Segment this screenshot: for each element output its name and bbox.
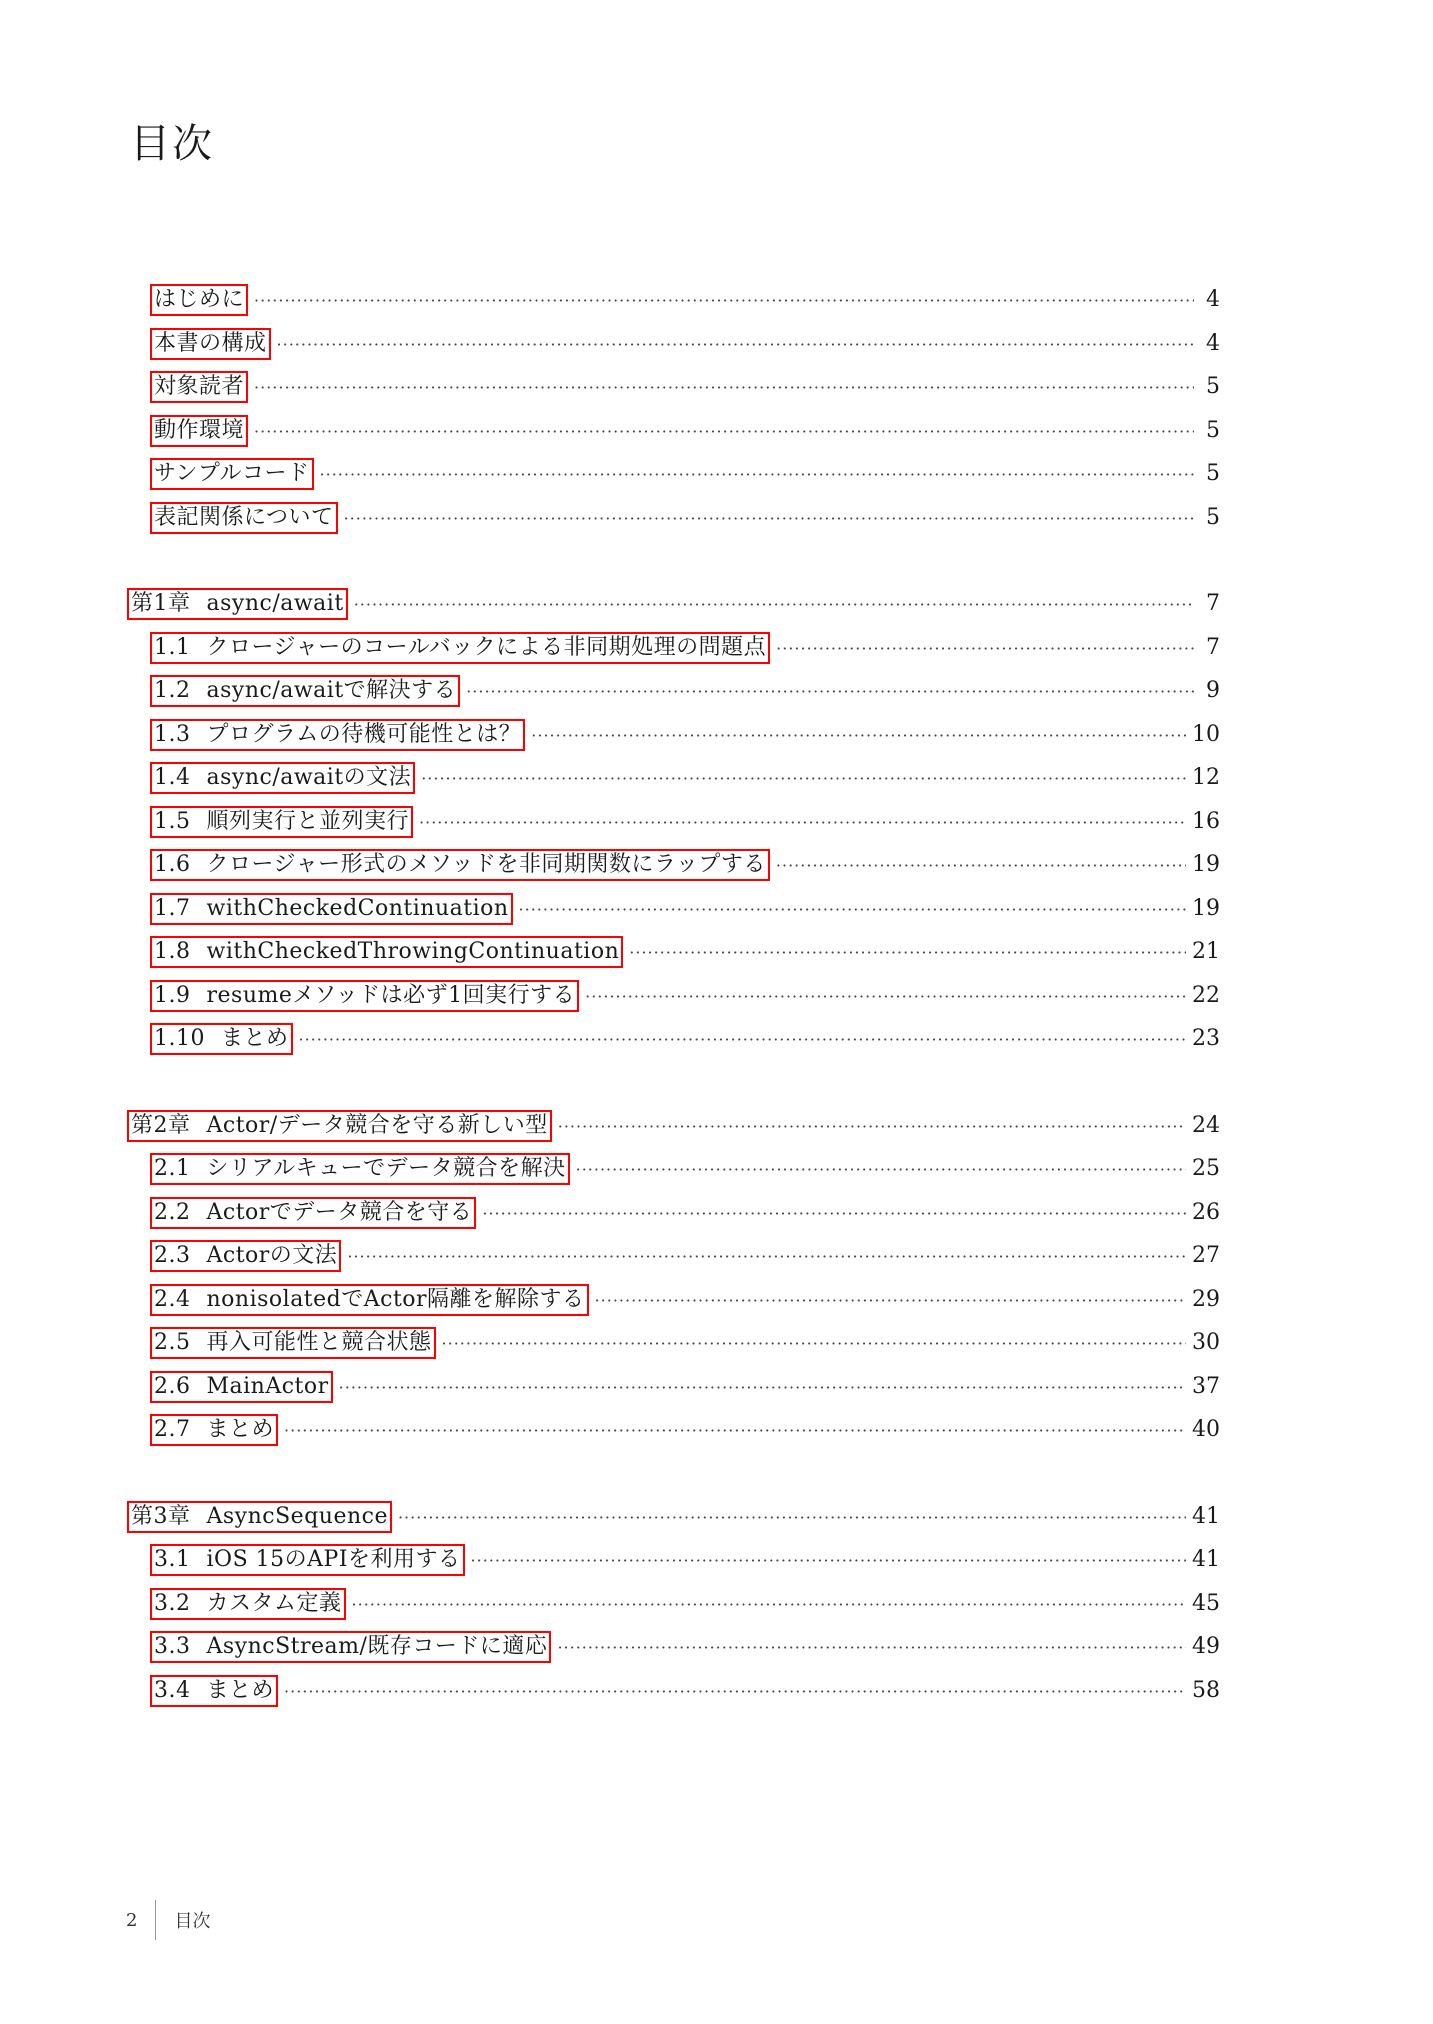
toc-section-title: 再入可能性と競合状態 xyxy=(206,1330,432,1355)
toc-section-number: 1.5 xyxy=(154,808,191,834)
toc-section-title: AsyncStream/既存コードに適応 xyxy=(206,1634,548,1659)
toc-chapter-page-number: 24 xyxy=(1192,1112,1220,1138)
toc-section[interactable] xyxy=(150,848,1220,882)
footer-section-title: 目次 xyxy=(174,1911,211,1932)
toc-section-title: カスタム定義 xyxy=(206,1590,342,1616)
toc-preface-item[interactable] xyxy=(150,457,1220,491)
toc-section-title: async/awaitで解決する xyxy=(206,678,457,703)
toc-preface-item-title: はじめに xyxy=(154,287,245,312)
toc-chapter-title: AsyncSequence xyxy=(206,1503,388,1529)
toc-section-number: 1.4 xyxy=(154,765,191,790)
toc-section[interactable] xyxy=(150,805,1220,839)
leader-dots xyxy=(466,675,1194,709)
toc-section-page-number: 30 xyxy=(1192,1330,1220,1355)
leader-dots xyxy=(344,502,1194,536)
leader-dots xyxy=(576,1153,1186,1187)
leader-dots xyxy=(347,1240,1186,1274)
toc-section-title: プログラムの待機可能性とは？ xyxy=(206,721,522,747)
toc-section-number: 2.7 xyxy=(154,1417,191,1442)
toc-preface-item-label[interactable] xyxy=(150,502,338,534)
leader-dots xyxy=(398,1501,1186,1535)
toc-preface-item-label[interactable] xyxy=(150,284,248,316)
leader-dots xyxy=(482,1197,1186,1231)
toc-section[interactable] xyxy=(150,1239,1220,1273)
toc-section-page-number: 40 xyxy=(1192,1417,1220,1442)
leader-dots xyxy=(354,588,1194,622)
toc-preface-item-page-number: 5 xyxy=(1206,417,1220,443)
toc-chapter[interactable] xyxy=(127,1109,1220,1143)
leader-dots xyxy=(339,1371,1186,1405)
toc-chapter-number: 第3章 xyxy=(131,1503,191,1529)
toc-chapter-label[interactable] xyxy=(127,1110,552,1142)
toc-section-page-number: 10 xyxy=(1192,721,1220,747)
footer-page-number: 2 xyxy=(126,1909,138,1931)
toc-section-label[interactable] xyxy=(150,893,513,925)
toc-section[interactable] xyxy=(150,1543,1220,1577)
toc-section-page-number: 23 xyxy=(1192,1026,1220,1051)
toc-preface-item-page-number: 5 xyxy=(1206,374,1220,399)
leader-dots xyxy=(284,1414,1186,1448)
toc-section[interactable] xyxy=(150,1630,1220,1664)
leader-dots xyxy=(442,1327,1186,1361)
toc-section-page-number: 19 xyxy=(1192,895,1220,921)
toc-section-page-number: 29 xyxy=(1192,1286,1220,1312)
toc-section-number: 3.1 xyxy=(154,1547,191,1572)
toc-section-title: 順列実行と並列実行 xyxy=(206,808,410,834)
toc-section-page-number: 37 xyxy=(1192,1373,1220,1399)
page-footer xyxy=(126,1900,210,1940)
leader-dots xyxy=(254,284,1194,318)
leader-dots xyxy=(629,936,1186,970)
toc-section[interactable] xyxy=(150,718,1220,752)
toc-section[interactable] xyxy=(150,1674,1220,1708)
toc-section-number: 3.3 xyxy=(154,1634,191,1659)
leader-dots xyxy=(277,328,1194,362)
toc-preface-item[interactable] xyxy=(150,501,1220,535)
toc-chapter[interactable] xyxy=(127,587,1220,621)
toc-section[interactable] xyxy=(150,892,1220,926)
toc-preface-item-label[interactable] xyxy=(150,371,248,403)
toc-section-label[interactable] xyxy=(150,849,770,881)
toc-section-label[interactable] xyxy=(150,675,460,707)
toc-preface-item-title: 対象読者 xyxy=(154,374,245,399)
toc-section[interactable] xyxy=(150,1326,1220,1360)
toc-section-number: 1.1 xyxy=(154,634,191,660)
toc-chapter-label[interactable] xyxy=(127,588,348,620)
toc-section-page-number: 9 xyxy=(1206,678,1220,703)
toc-section[interactable] xyxy=(150,1022,1220,1056)
toc-section-title: withCheckedThrowingContinuation xyxy=(206,939,620,964)
toc-section[interactable] xyxy=(150,1196,1220,1230)
toc-section-title: withCheckedContinuation xyxy=(206,895,509,921)
toc-chapter-title: async/await xyxy=(206,591,344,616)
toc-section-page-number: 58 xyxy=(1192,1677,1220,1703)
leader-dots xyxy=(352,1588,1186,1622)
toc-section[interactable] xyxy=(150,1413,1220,1447)
toc-preface-item-title: 動作環境 xyxy=(154,417,245,443)
toc-section-label[interactable] xyxy=(150,1631,551,1663)
toc-section-page-number: 27 xyxy=(1192,1243,1220,1268)
toc-preface-item-label[interactable] xyxy=(150,328,271,360)
toc-section-page-number: 7 xyxy=(1206,634,1220,660)
toc-section-page-number: 12 xyxy=(1192,765,1220,790)
toc-section-title: Actorでデータ競合を守る xyxy=(206,1199,473,1225)
toc-section-page-number: 45 xyxy=(1192,1590,1220,1616)
toc-chapter-label[interactable] xyxy=(127,1501,392,1533)
leader-dots xyxy=(557,1631,1186,1665)
page-title: 目次 xyxy=(130,121,214,167)
toc-chapter-title: Actor/データ競合を守る新しい型 xyxy=(206,1112,548,1138)
toc-section[interactable] xyxy=(150,1283,1220,1317)
toc-section-page-number: 21 xyxy=(1192,939,1220,964)
toc-preface-item-page-number: 4 xyxy=(1206,330,1220,356)
toc-section-label[interactable] xyxy=(150,1544,465,1576)
toc-section-title: まとめ xyxy=(206,1677,275,1703)
toc-section-page-number: 49 xyxy=(1192,1634,1220,1659)
toc-section-number: 2.2 xyxy=(154,1199,191,1225)
toc-section-number: 2.3 xyxy=(154,1243,191,1268)
toc-section-title: クロージャーのコールバックによる非同期処理の問題点 xyxy=(206,634,767,660)
toc-chapter-number: 第2章 xyxy=(131,1112,191,1138)
toc-section-number: 2.1 xyxy=(154,1156,191,1181)
leader-dots xyxy=(471,1544,1186,1578)
toc-section-title: async/awaitの文法 xyxy=(206,765,412,790)
leader-dots xyxy=(776,849,1186,883)
toc-section[interactable] xyxy=(150,761,1220,795)
toc-section-label[interactable] xyxy=(150,1327,436,1359)
toc-chapter-page-number: 7 xyxy=(1206,591,1220,616)
leader-dots xyxy=(558,1110,1186,1144)
toc-section-title: MainActor xyxy=(206,1373,329,1399)
toc-section[interactable] xyxy=(150,1152,1220,1186)
toc-section-number: 1.6 xyxy=(154,852,191,877)
toc-section-label[interactable] xyxy=(150,632,770,664)
toc-section-page-number: 22 xyxy=(1192,982,1220,1008)
toc-section[interactable] xyxy=(150,631,1220,665)
leader-dots xyxy=(299,1023,1187,1057)
toc-chapter[interactable] xyxy=(127,1500,1220,1534)
toc-section-title: resumeメソッドは必ず1回実行する xyxy=(206,982,576,1008)
toc-section-number: 3.4 xyxy=(154,1677,191,1703)
leader-dots xyxy=(531,719,1186,753)
toc-preface-item[interactable] xyxy=(150,327,1220,361)
toc-section-number: 2.5 xyxy=(154,1330,191,1355)
toc-section-label[interactable] xyxy=(150,936,623,968)
leader-dots xyxy=(595,1284,1186,1318)
leader-dots xyxy=(585,980,1186,1014)
toc-section-label[interactable] xyxy=(150,1414,278,1446)
toc-section[interactable] xyxy=(150,1370,1220,1404)
toc-section-label[interactable] xyxy=(150,1240,341,1272)
toc-section[interactable] xyxy=(150,979,1220,1013)
toc-section-label[interactable] xyxy=(150,1371,333,1403)
toc-section-title: nonisolatedでActor隔離を解除する xyxy=(206,1286,585,1312)
toc-section-number: 1.9 xyxy=(154,982,191,1008)
toc-section-title: まとめ xyxy=(220,1026,289,1051)
toc-preface-item[interactable] xyxy=(150,370,1220,404)
toc-section-title: シリアルキューでデータ競合を解決 xyxy=(206,1156,566,1181)
toc-section-number: 1.7 xyxy=(154,895,191,921)
toc-section-label[interactable] xyxy=(150,719,525,751)
toc-section-page-number: 26 xyxy=(1192,1199,1220,1225)
toc-section-label[interactable] xyxy=(150,806,413,838)
toc-section-title: クロージャー形式のメソッドを非同期関数にラップする xyxy=(206,852,766,877)
leader-dots xyxy=(254,371,1194,405)
toc-preface-item[interactable] xyxy=(150,414,1220,448)
leader-dots xyxy=(421,762,1186,796)
toc-section-label[interactable] xyxy=(150,980,579,1012)
toc-preface-item-page-number: 5 xyxy=(1206,461,1220,486)
toc-section-page-number: 41 xyxy=(1192,1547,1220,1572)
toc-section-label[interactable] xyxy=(150,1675,278,1707)
toc-preface-item-title: 表記関係について xyxy=(154,504,334,530)
toc-section-label[interactable] xyxy=(150,1284,589,1316)
toc-preface-item-title: サンプルコード xyxy=(154,461,310,486)
toc-preface-item-title: 本書の構成 xyxy=(154,330,267,356)
toc-chapter-page-number: 41 xyxy=(1192,1503,1220,1529)
toc-preface-item-page-number: 5 xyxy=(1206,504,1220,530)
footer-divider xyxy=(155,1900,156,1940)
toc-section[interactable] xyxy=(150,935,1220,969)
toc-section-label[interactable] xyxy=(150,1153,570,1185)
toc-section-page-number: 19 xyxy=(1192,852,1220,877)
toc-section-number: 1.8 xyxy=(154,939,191,964)
toc-preface-item-page-number: 4 xyxy=(1206,287,1220,312)
toc-chapter-number: 第1章 xyxy=(131,591,191,616)
leader-dots xyxy=(284,1675,1186,1709)
toc-preface-item[interactable] xyxy=(150,283,1220,317)
leader-dots xyxy=(254,415,1194,449)
toc-section-number: 1.10 xyxy=(154,1026,205,1051)
leader-dots xyxy=(419,806,1186,840)
toc-section-title: まとめ xyxy=(206,1417,275,1442)
toc-section-label[interactable] xyxy=(150,1023,293,1055)
toc-section-number: 2.4 xyxy=(154,1286,191,1312)
toc-section-page-number: 25 xyxy=(1192,1156,1220,1181)
leader-dots xyxy=(320,458,1194,492)
toc-section-label[interactable] xyxy=(150,762,415,794)
toc-preface-item-label[interactable] xyxy=(150,458,314,490)
toc-section-number: 2.6 xyxy=(154,1373,191,1399)
toc-section-number: 1.3 xyxy=(154,721,191,747)
toc-section-label[interactable] xyxy=(150,1197,476,1229)
toc-section-number: 3.2 xyxy=(154,1590,191,1616)
toc-section[interactable] xyxy=(150,1587,1220,1621)
toc-section-number: 1.2 xyxy=(154,678,191,703)
toc-section-page-number: 16 xyxy=(1192,808,1220,834)
toc-section-title: iOS 15のAPIを利用する xyxy=(206,1547,461,1572)
toc-section[interactable] xyxy=(150,674,1220,708)
toc-section-label[interactable] xyxy=(150,1588,346,1620)
leader-dots xyxy=(519,893,1186,927)
toc-preface-item-label[interactable] xyxy=(150,415,248,447)
leader-dots xyxy=(776,632,1194,666)
toc-section-title: Actorの文法 xyxy=(206,1243,338,1268)
